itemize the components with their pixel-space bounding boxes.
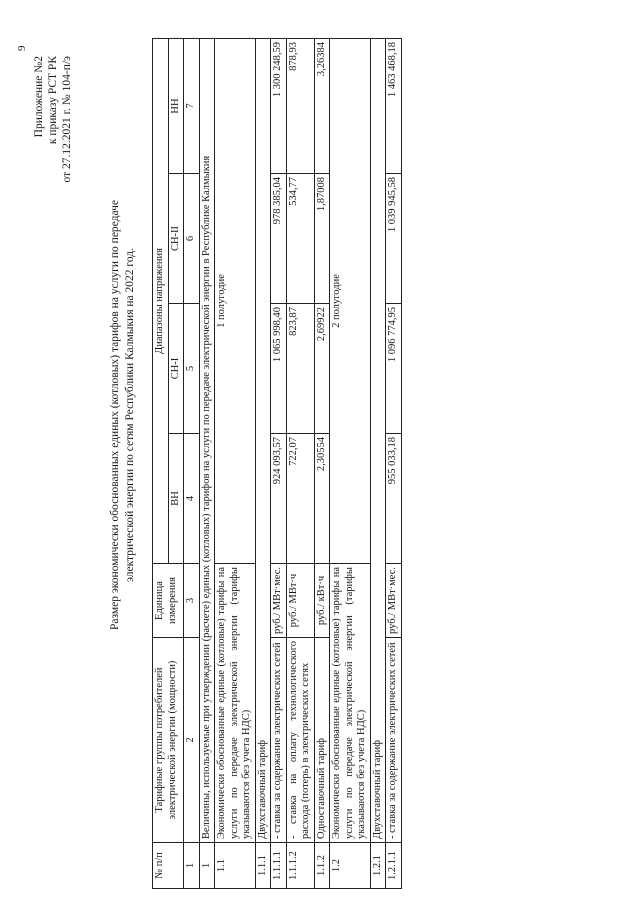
value-vn: 955 033,18 bbox=[386, 434, 402, 564]
table-row bbox=[255, 38, 271, 888]
row-text: - ставка за содержание электрических сетей bbox=[386, 638, 402, 843]
table-row bbox=[386, 38, 402, 888]
header-nn: НН bbox=[168, 38, 184, 173]
row-text: Одноставочный тариф bbox=[314, 638, 330, 843]
row-num: 1.1.1 bbox=[255, 843, 271, 889]
appendix-line2: к приказу РСТ РК bbox=[47, 56, 59, 145]
row-num: 1.1.2 bbox=[314, 843, 330, 889]
value-sn1: 1 065 998,40 bbox=[271, 304, 287, 434]
appendix-header bbox=[32, 56, 74, 183]
page-number: 9 bbox=[16, 45, 28, 51]
row-unit: руб./ МВт·ч bbox=[286, 564, 314, 638]
header-unit: Единица измерения bbox=[153, 564, 184, 638]
period-label: 2 полугодие bbox=[330, 38, 371, 563]
row-num: 1 bbox=[199, 843, 215, 889]
value-sn2: 978 385,04 bbox=[271, 174, 287, 304]
table-row bbox=[215, 38, 256, 888]
col-number-3: 3 bbox=[184, 564, 200, 638]
row-text: Двухставочный тариф bbox=[370, 38, 386, 842]
header-vn: ВН bbox=[168, 434, 184, 564]
row-unit: руб./ МВт·мес. bbox=[386, 564, 402, 638]
appendix-line1: Приложение №2 bbox=[33, 56, 45, 138]
col-number-4: 4 bbox=[184, 434, 200, 564]
value-sn1: 2,69922 bbox=[314, 304, 330, 434]
row-unit: руб./ кВт·ч bbox=[314, 564, 330, 638]
header-sn1: СН-I bbox=[168, 304, 184, 434]
row-text: - ставка за содержание электрических сетей bbox=[271, 638, 287, 843]
col-number-5: 5 bbox=[184, 304, 200, 434]
value-nn: 3,26384 bbox=[314, 38, 330, 173]
table-row bbox=[271, 38, 287, 888]
value-nn: 1 463 468,18 bbox=[386, 38, 402, 173]
appendix-line3: от 27.12.2021 г. № 104-п/э bbox=[61, 56, 73, 183]
document-title bbox=[108, 75, 138, 755]
row-text: Экономически обоснованные единые (котловые) тарифы на услуги по передаче электрической энергии (тарифы указываются без учета НДС) bbox=[215, 564, 256, 843]
value-vn: 924 093,57 bbox=[271, 434, 287, 564]
value-vn: 722,07 bbox=[286, 434, 314, 564]
value-nn: 878,93 bbox=[286, 38, 314, 173]
row-num: 1.1.1.1 bbox=[271, 843, 287, 889]
table-row bbox=[314, 38, 330, 888]
col-number-7: 7 bbox=[184, 38, 200, 173]
col-number-2: 2 bbox=[184, 638, 200, 843]
row-num: 1.2.1 bbox=[370, 843, 386, 889]
header-sn2: СН-II bbox=[168, 174, 184, 304]
column-number-row bbox=[184, 38, 200, 888]
period-label: 1 полугодие bbox=[215, 38, 256, 563]
row-text: Двухставочный тариф bbox=[255, 38, 271, 842]
tariff-table bbox=[152, 38, 402, 889]
section-text: Величины, используемые при утверждении (расчете) единых (котловых) тарифов на услуги по передаче электрической энергии в Республике Калмыкия bbox=[199, 38, 215, 842]
value-sn2: 534,77 bbox=[286, 174, 314, 304]
title-line2: электрической энергии по сетям Республики Калмыкия на 2022 год. bbox=[124, 248, 136, 582]
col-number-1: 1 bbox=[184, 843, 200, 889]
row-text: - ставка на оплату технологического расхода (потерь) в электрических сетях bbox=[286, 638, 314, 843]
table-row bbox=[286, 38, 314, 888]
table-header-row bbox=[153, 38, 169, 888]
value-sn1: 1 096 774,95 bbox=[386, 304, 402, 434]
header-num: № п/п bbox=[153, 843, 184, 889]
table-row bbox=[330, 38, 371, 888]
header-ranges: Диапазоны напряжения bbox=[153, 38, 169, 563]
value-vn: 2,30554 bbox=[314, 434, 330, 564]
table-row bbox=[199, 38, 215, 888]
header-group: Тарифные группы потребителей электрической энергии (мощности) bbox=[153, 638, 184, 843]
row-unit: руб./ МВт·мес. bbox=[271, 564, 287, 638]
row-num: 1.1.1.2 bbox=[286, 843, 314, 889]
value-sn2: 1,87008 bbox=[314, 174, 330, 304]
col-number-6: 6 bbox=[184, 174, 200, 304]
row-text: Экономически обоснованные единые (котловые) тарифы на услуги по передаче электрической энергии (тарифы указываются без учета НДС) bbox=[330, 564, 371, 843]
row-num: 1.2 bbox=[330, 843, 371, 889]
title-line1: Размер экономически обоснованных единых (котловых) тарифов на услуги по передаче bbox=[109, 199, 121, 631]
row-num: 1.2.1.1 bbox=[386, 843, 402, 889]
value-nn: 1 300 248,59 bbox=[271, 38, 287, 173]
row-num: 1.1 bbox=[215, 843, 256, 889]
value-sn2: 1 039 945,58 bbox=[386, 174, 402, 304]
value-sn1: 823,87 bbox=[286, 304, 314, 434]
table-row bbox=[370, 38, 386, 888]
